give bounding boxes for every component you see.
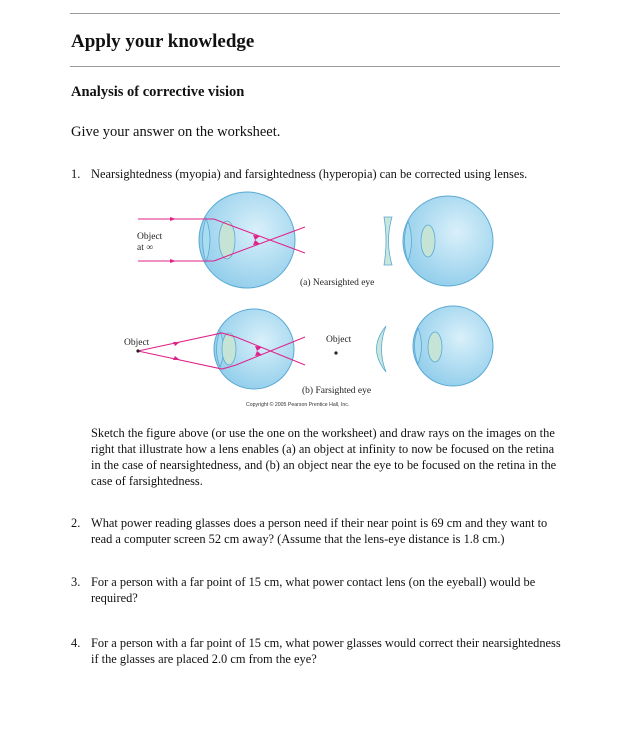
nearsighted-eye-right [403, 196, 493, 286]
nearsighted-eye-left [199, 192, 295, 288]
figure-copyright: Copyright © 2005 Pearson Prentice Hall, Inc. [246, 402, 350, 408]
farsighted-eye-right [413, 306, 493, 386]
eye-lens [219, 221, 235, 259]
question-text: For a person with a far point of 15 cm, what power contact lens (on the eyeball) would be required? [91, 575, 536, 605]
object-point-near [136, 349, 139, 352]
page-title: Apply your knowledge [71, 31, 255, 52]
lead-text: Give your answer on the worksheet. [71, 124, 281, 140]
convex-lens [377, 326, 387, 372]
question-number: 4. [71, 636, 81, 650]
question-number: 3. [71, 575, 81, 589]
label-object-infinity-2: at ∞ [137, 243, 154, 253]
question-number: 2. [71, 516, 81, 530]
caption-farsighted: (b) Farsighted eye [302, 386, 372, 396]
label-object-near: Object [124, 338, 150, 348]
object-point-center [334, 351, 337, 354]
sketch-instruction: Sketch the figure above (or use the one on the worksheet) and draw rays on the images on the right that illustrate how a lens enables (a) an object at infinity to now be focused on the retina in the case of nearsightedness, and (b) an object near the eye to be focused on the retina in the case of farsightedness. [91, 426, 557, 488]
question-number: 1. [71, 167, 81, 181]
question-3 [71, 574, 563, 606]
label-object-center: Object [326, 335, 352, 345]
section-title: Analysis of corrective vision [71, 84, 245, 100]
question-4 [71, 635, 563, 667]
caption-nearsighted: (a) Nearsighted eye [300, 278, 375, 288]
label-object-infinity-1: Object [137, 232, 163, 242]
farsighted-eye-left [214, 309, 294, 389]
question-text: For a person with a far point of 15 cm, what power glasses would correct their nearsightedness if the glasses are placed 2.0 cm from the eye? [91, 636, 561, 666]
concave-lens [384, 217, 392, 265]
question-2 [71, 515, 563, 547]
question-text: Nearsightedness (myopia) and farsightedness (hyperopia) can be corrected using lenses. [91, 167, 528, 181]
question-text: What power reading glasses does a person need if their near point is 69 cm and they want to read a computer screen 52 cm away? (Assume that the lens-eye distance is 1.8 cm.) [91, 516, 548, 546]
